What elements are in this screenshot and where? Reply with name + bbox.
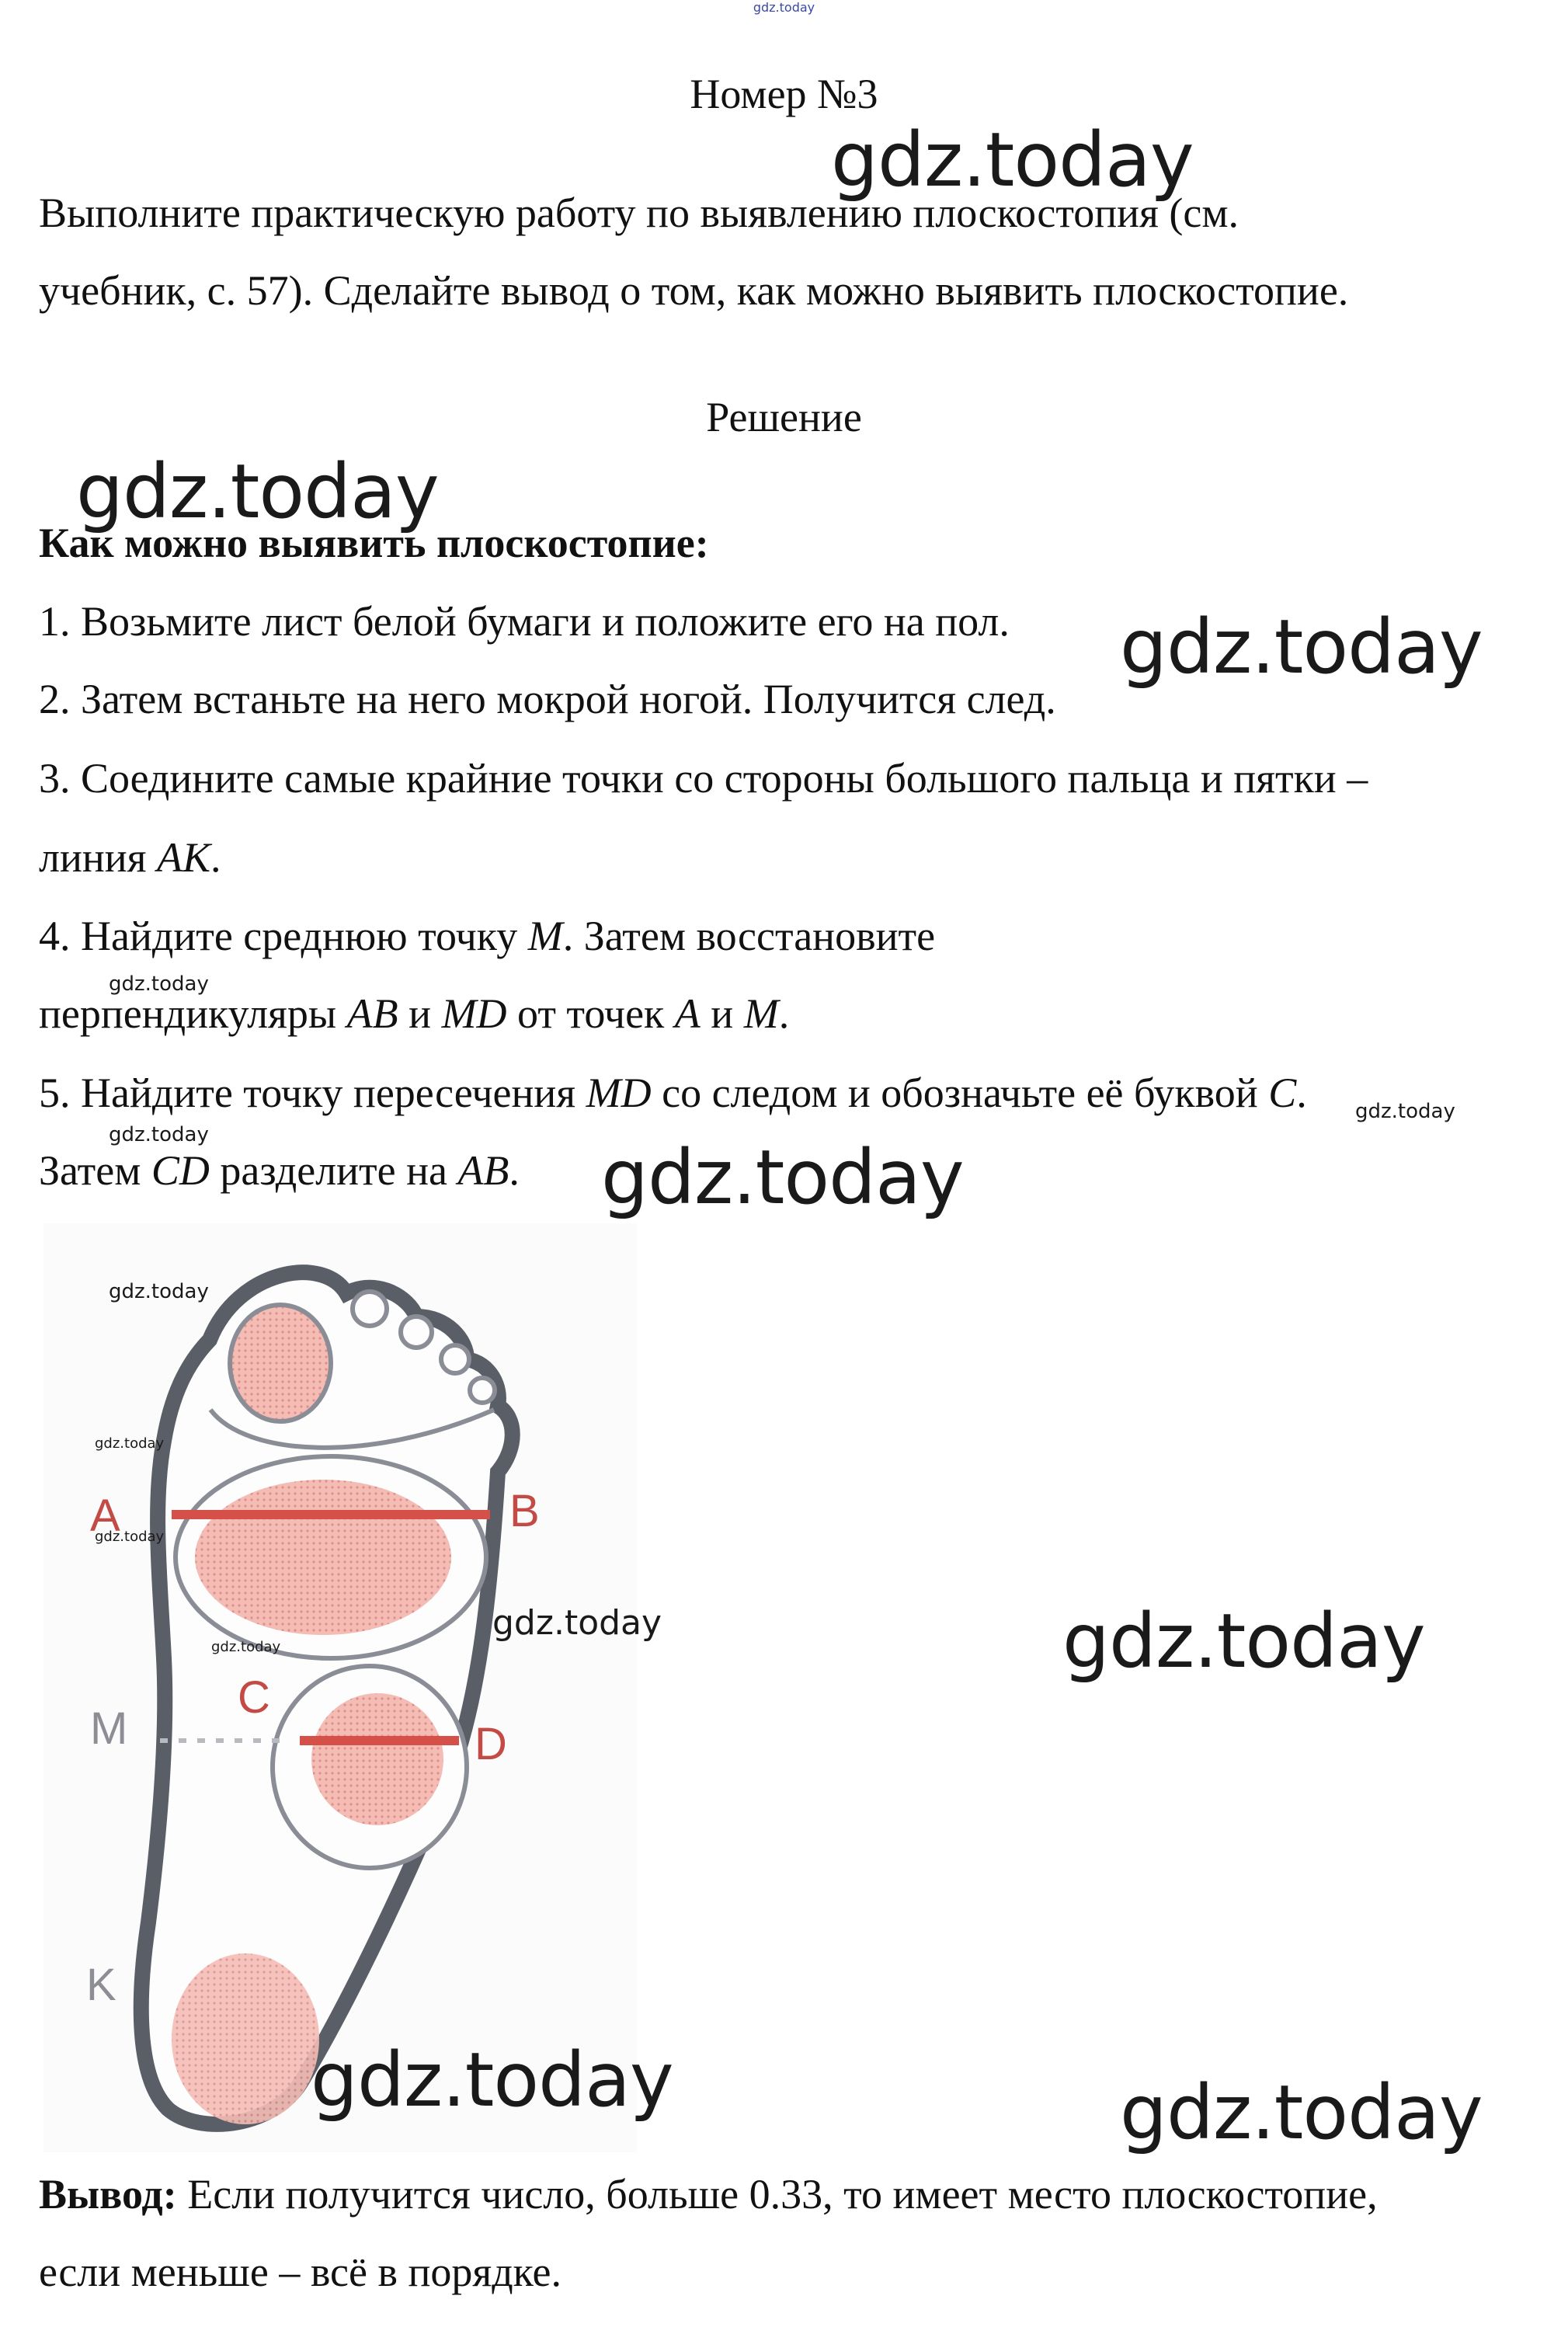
- watermark-5: gdz.today: [109, 1123, 209, 1146]
- ball-pad-fill: [195, 1480, 451, 1635]
- small-toe-3: [441, 1345, 469, 1373]
- step-1: 1. Возьмите лист белой бумаги и положите его на пол.: [39, 598, 1010, 645]
- label-k: K: [86, 1960, 116, 2010]
- page-title: Номер №3: [690, 71, 878, 117]
- watermark-2: gdz.today: [76, 448, 439, 535]
- watermark-10: gdz.today: [95, 1529, 165, 1545]
- step-3-line-1: 3. Соедините самые крайние точки со стороны большого пальца и пятки –: [39, 755, 1368, 802]
- label-b: B: [509, 1486, 540, 1536]
- step-5-line-2: Затем CD разделите на AB.: [39, 1147, 520, 1194]
- watermark-13: gdz.today: [1062, 1598, 1425, 1685]
- watermark-6: gdz.today: [1355, 1100, 1455, 1123]
- small-toe-1: [353, 1292, 387, 1326]
- step-5-line-1: 5. Найдите точку пересечения MD со следом и обозначьте её буквой C.: [39, 1070, 1307, 1116]
- label-d: D: [475, 1719, 507, 1769]
- watermark-1: gdz.today: [831, 117, 1194, 203]
- step-2: 2. Затем встаньте на него мокрой ногой. Получится след.: [39, 676, 1056, 722]
- watermark-3: gdz.today: [1120, 604, 1483, 690]
- task-line-1: Выполните практическую работу по выявлению плоскостопия (см.: [39, 190, 1239, 236]
- watermark-8: gdz.today: [109, 1280, 209, 1303]
- label-c: C: [238, 1672, 270, 1723]
- watermark-12: gdz.today: [492, 1603, 662, 1643]
- watermark-7: gdz.today: [601, 1134, 964, 1221]
- task-line-2: учебник, с. 57). Сделайте вывод о том, как можно выявить плоскостопие.: [39, 267, 1349, 314]
- step-4-line-1: 4. Найдите среднюю точку M. Затем восстановите: [39, 913, 936, 959]
- label-a: A: [90, 1491, 120, 1541]
- arch-pad-fill: [311, 1693, 443, 1825]
- method-heading: Как можно выявить плоскостопие:: [39, 520, 709, 566]
- small-toe-4: [470, 1378, 495, 1403]
- watermark-9: gdz.today: [95, 1435, 165, 1452]
- watermark-4: gdz.today: [109, 972, 209, 996]
- footprint-figure: [43, 1223, 637, 2152]
- watermark-top: gdz.today: [753, 0, 815, 15]
- conclusion-label: Вывод:: [39, 2171, 177, 2218]
- heel-pad: [172, 1953, 319, 2124]
- step-4-line-2: перпендикуляры AB и MD от точек A и M.: [39, 990, 790, 1037]
- conclusion-line-1: Вывод: Если получится число, больше 0.33, то имеет место плоскостопие,: [39, 2171, 1378, 2218]
- solution-heading: Решение: [706, 394, 862, 440]
- label-m: M: [90, 1703, 128, 1754]
- watermark-15: gdz.today: [1120, 2069, 1483, 2156]
- footprint-svg: [43, 1223, 637, 2152]
- watermark-14: gdz.today: [311, 2037, 673, 2124]
- watermark-11: gdz.today: [211, 1639, 281, 1655]
- big-toe-pad: [230, 1305, 331, 1421]
- conclusion-line-2: если меньше – всё в порядке.: [39, 2249, 562, 2295]
- step-3-line-2: линия AK.: [39, 834, 221, 881]
- small-toe-2: [401, 1317, 432, 1348]
